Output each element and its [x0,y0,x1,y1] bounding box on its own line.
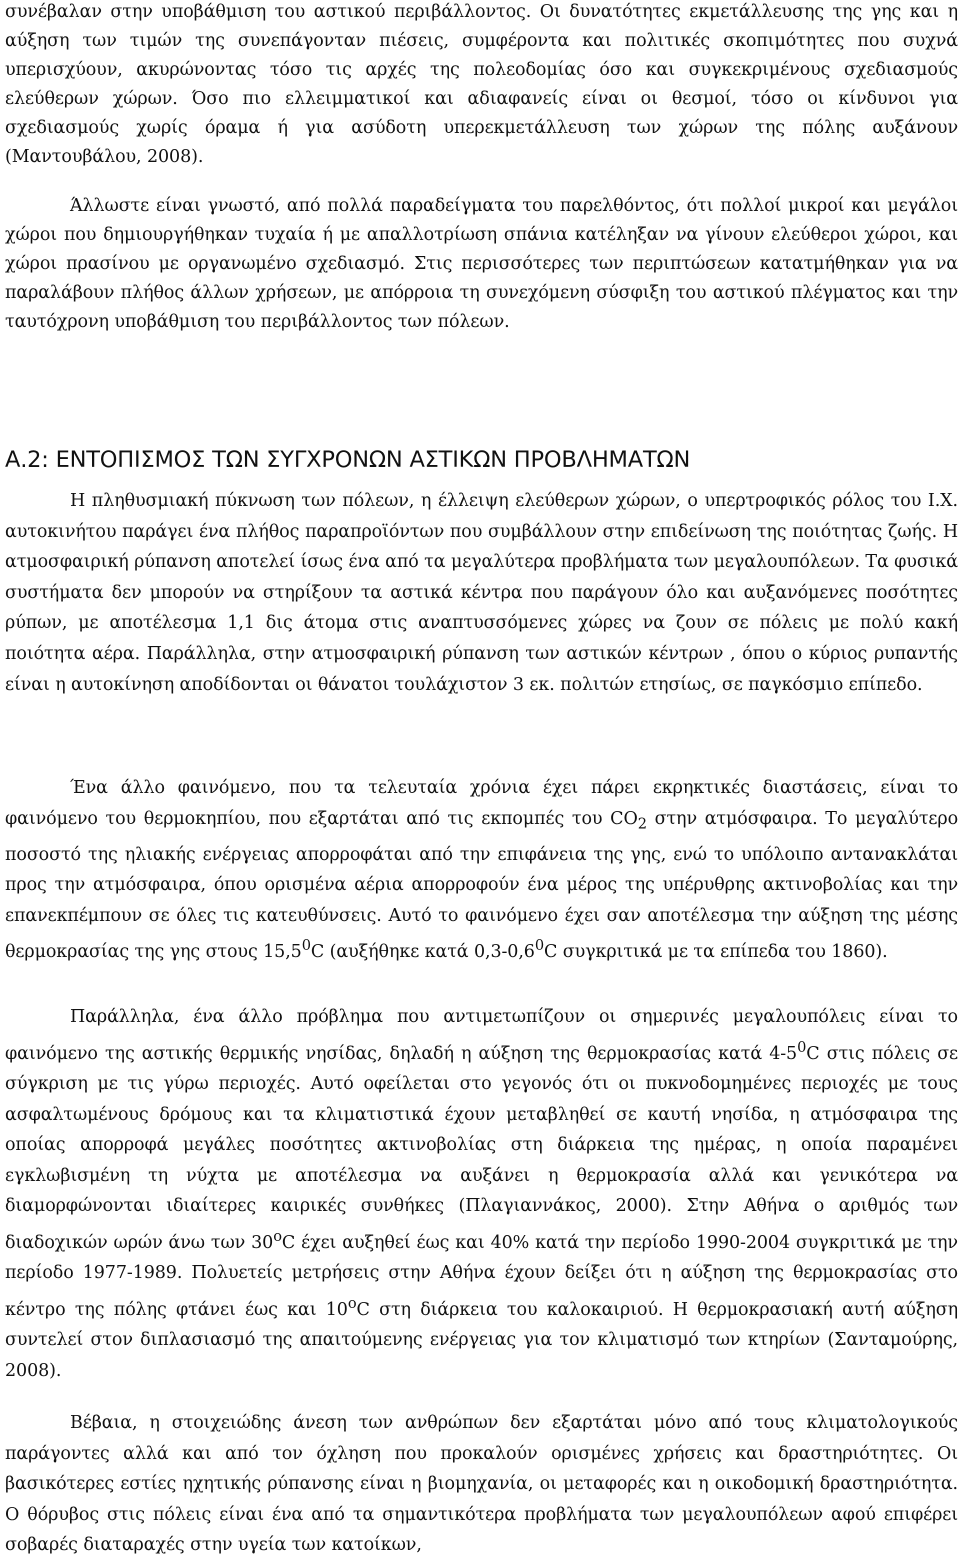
text-run: C (αυξήθηκε κατά 0,3-0,6 [310,942,535,963]
superscript: 0 [534,937,545,955]
subscript: 2 [637,815,647,833]
text-run: C στη διάρκεια του καλοκαιριού. Η θερμοκρασιακή αυτή αύξηση συντελεί στον διπλασιασμό της απαιτούμενης ενέργειας για τον κλιματισμό των κτηρίων (Σανταμούρης, 2008). [5,1299,958,1382]
paragraph-heat-island [5,1002,958,1387]
paragraph-noise-pollution: Βέβαια, η στοιχειώδης άνεση των ανθρώπων δεν εξαρτάται μόνο από τους κλιματολογικούς παράγοντες αλλά και από τον όχληση που προκαλούν ορισμένες χρήσεις και δραστηριότητες. Οι βασικότερες εστίες ηχητικής ρύπανσης είναι η βιομηχανία, οι μεταφορές και η οικοδομική δραστηριότητα. Ο θόρυβος στις πόλεις είναι ένα από τα σημαντικότερα προβλήματα των μεγαλουπόλεων αφού επιφέρει σοβαρές διαταραχές στην υγεία των κατοίκων, [5,1413,958,1556]
text-run: στην ατμόσφαιρα. Το μεγαλύτερο ποσοστό της ηλιακής ενέργειας απορροφάται από την επιφάνεια της γης, ενώ το υπόλοιπο αντανακλάται προς την ατμόσφαιρα, όπου ορισμένα αέρια απορροφούν ένα μέρος της υπέρυθρης ακτινοβολίας και την επανεκπέμπουν σε όλες τις κατευθύνσεις. Αυτό το φαινόμενο έχει σαν αποτέλεσμα την αύξηση της μέσης θερμοκρασίας της γης στους 15,5 [5,808,958,963]
superscript: ο [347,1295,357,1312]
text-run: Ένα άλλο φαινόμενο, που τα τελευταία χρόνια έχει πάρει εκρηκτικές διαστάσεις, είναι το φαινόμενο του θερμοκηπίου, που εξαρτάται από τις εκπομπές του CO [5,778,958,829]
text-run: C στις πόλεις σε σύγκριση με τις γύρω περιοχές. Αυτό οφείλεται στο γεγονός ότι οι πυκνοδομημένες περιοχές με τους ασφαλτωμένους δρόμους και τα κλιματιστικά έχουν μεταβληθεί σε καυτή νησίδα, η ατμόσφαιρα της οποίας απορροφά μεγάλες ποσότητες ακτινοβολίας στη διάρκεια της ημέρας, η οποία παραμένει εγκλωβισμένη τη νύχτα με αποτέλεσμα να αυξάνει η θερμοκρασία αλλά και γενικότερα να διαμορφώνονται ιδιαίτερες καιρικές συνθήκες (Πλαγιαννάκος, 2000). Στην Αθήνα ο αριθμός των διαδοχικών ωρών άνω των 30 [5,1043,959,1253]
paragraph-greenhouse-effect [5,773,958,968]
superscript: 0 [797,1038,807,1056]
paragraph-open-spaces: Άλλωστε είναι γνωστό, από πολλά παραδείγματα του παρελθόντος, ότι πολλοί μικροί και μεγάλοι χώροι που δημιουργήθηκαν τυχαία ή με απαλλοτρίωση σπάνια κατέληξαν να γίνουν ελεύθεροι χώροι, και χώροι πρασίνου με οργανωμένο σχεδιασμό. Στις περισσότερες των περιπτώσεων κατατμήθηκαν για να παραλάβουν πλήθος άλλων χρήσεων, με απόρροια τη συνεχόμενη σύσφιξη του αστικού πλέγματος και την ταυτόχρονη υποβάθμιση του περιβάλλοντος των πόλεων. [5,196,958,332]
superscript: 0 [301,937,311,955]
text-run: C συγκριτικά με τα επίπεδα του 1860). [544,942,888,963]
paragraph-air-pollution: Η πληθυσμιακή πύκνωση των πόλεων, η έλλειψη ελεύθερων χώρων, ο υπερτροφικός ρόλος του Ι.Χ. αυτοκινήτου παράγει ένα πλήθος παραπροϊόντων που συμβάλλουν στην επιδείνωση της ποιότητας ζωής. Η ατμοσφαιρική ρύπανση αποτελεί ίσως ένα από τα μεγαλύτερα προβλήματα των μεγαλουπόλεων. Τα φυσικά συστήματα δεν μπορούν να στηρίξουν τα αστικά κέντρα που παράγουν όλο και αυξανόμενες ποσότητες ρύπων, με αποτέλεσμα 1,1 δις άτομα στις αναπτυσσόμενες χώρες να ζουν σε πόλεις με πολύ κακή ποιότητα αέρα. Παράλληλα, στην ατμοσφαιρική ρύπανση των αστικών κέντρων , όπου ο κύριος ρυπαντής είναι η αυτοκίνηση αποδίδονται οι θάνατοι τουλάχιστον 3 εκ. πολιτών ετησίως, σε παγκόσμιο επίπεδο. [5,491,958,695]
text-run: Παράλληλα, ένα άλλο πρόβλημα που αντιμετωπίζουν οι σημερινές μεγαλουπόλεις είναι το φαινόμενο της αστικής θερμικής νησίδας, δηλαδή η αύξηση της θερμοκρασίας κατά 4-5 [5,1007,958,1064]
text-run: C έχει αυξηθεί έως και 40% κατά την περίοδο 1990-2004 συγκριτικά με την περίοδο 1977-1989. Πολυετείς μετρήσεις στην Αθήνα έχουν δείξει ότι η αύξηση της θερμοκρασίας στο κέντρο της πόλης φτάνει έως και 10 [5,1232,958,1320]
section-heading: Α.2: ΕΝΤΟΠΙΣΜΟΣ ΤΩΝ ΣΥΓΧΡΟΝΩΝ ΑΣΤΙΚΩΝ ΠΡΟΒΛΗΜΑΤΩΝ [5,447,691,473]
paragraph-urban-planning: συνέβαλαν στην υποβάθμιση του αστικού περιβάλλοντος. Οι δυνατότητες εκμετάλλευσης της γης και η αύξηση των τιμών της συνεπάγονταν πιέσεις, συμφέροντα και πολιτικές σκοπιμότητες που συχνά υπερισχύουν, ακυρώνοντας τόσο τις αρχές της πολεοδομίας όσο και συγκεκριμένους σχεδιασμούς ελεύθερων χώρων. Όσο πιο ελλειμματικοί και αδιαφανείς είναι οι θεσμοί, τόσο οι κίνδυνοι για σχεδιασμούς χωρίς όραμα ή για ασύδοτη υπερεκμετάλλευση των χώρων της πόλης αυξάνουν (Μαντουβάλου, 2008). [5,2,958,167]
superscript: ο [273,1227,282,1245]
